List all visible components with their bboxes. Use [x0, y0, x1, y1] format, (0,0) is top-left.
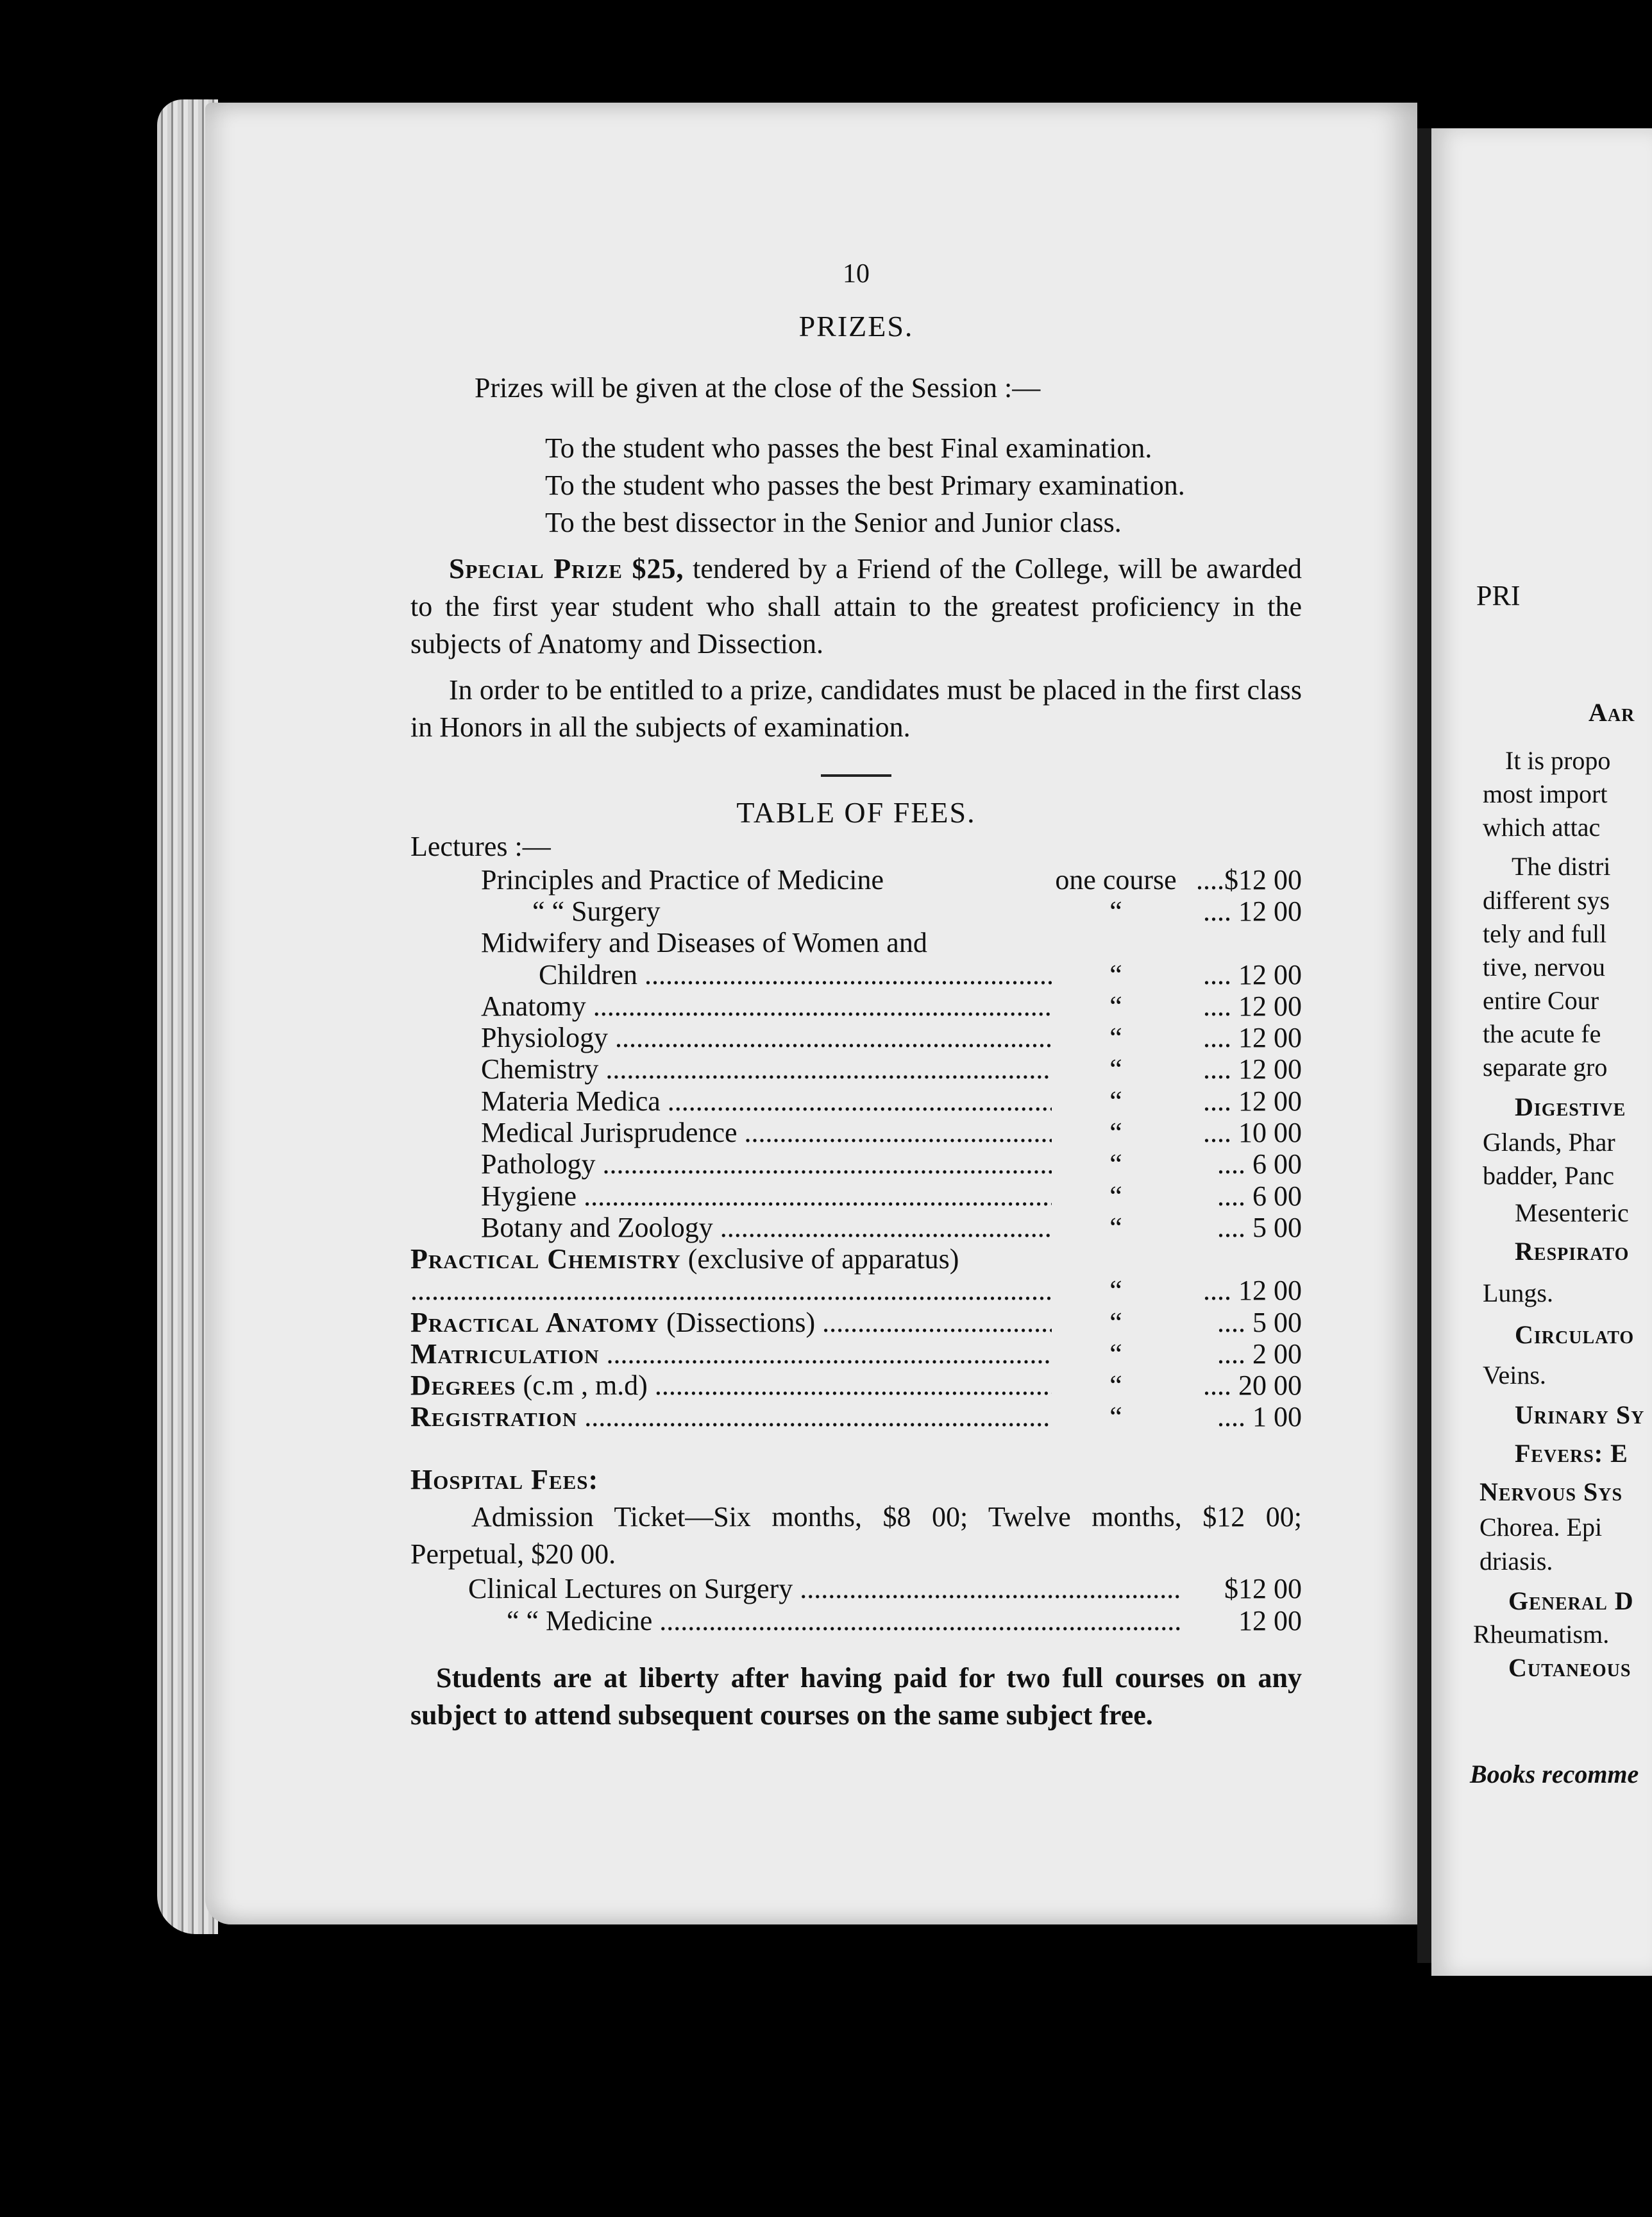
- fee-row: [410, 1085, 1302, 1117]
- fee-amount: .... 2 00: [1217, 1338, 1302, 1370]
- fee-course-detail: (Dissections): [659, 1306, 816, 1338]
- fee-amount: .... 12 00: [1203, 896, 1302, 928]
- prize-primary-exam: To the student who passes the best Primary examination.: [545, 470, 1185, 502]
- fee-row: [410, 959, 1302, 990]
- fee-row: [410, 1148, 1302, 1180]
- fee-amount: .... 10 00: [1203, 1116, 1302, 1148]
- right-page-fragment: Mesenteric: [1515, 1198, 1629, 1227]
- fee-row: [410, 1022, 1302, 1053]
- fee-unit: “: [1109, 896, 1122, 928]
- fee-row: [410, 1212, 1302, 1243]
- fee-amount: ....$12 00: [1196, 863, 1302, 896]
- special-prize-lead: Special Prize $25,: [449, 553, 684, 585]
- fee-unit: “: [1109, 958, 1122, 990]
- hospital-fees-section: [410, 1461, 1302, 1638]
- fee-unit: one course: [1055, 863, 1177, 896]
- fee-amount: .... 12 00: [1203, 1022, 1302, 1054]
- prizes-intro: Prizes will be given at the close of the Session :—: [475, 372, 1041, 404]
- fee-course-name: [410, 1370, 1052, 1401]
- right-page-heading-fragment: PRI: [1476, 580, 1521, 611]
- fee-unit: “: [1109, 1022, 1122, 1054]
- fee-course-lead: Degrees: [410, 1370, 516, 1402]
- right-page-fragment: It is propo: [1505, 746, 1611, 775]
- fee-course-detail: (c.m , m.d): [516, 1370, 648, 1402]
- fee-course-name: Physiology .....: [481, 1022, 1052, 1053]
- fee-unit: “: [1109, 1211, 1122, 1243]
- right-page-fragment: the acute fe: [1483, 1019, 1601, 1048]
- closing-note: Students are at liberty after having paid for two full courses on any subject to attend subsequent courses on the same subject free.: [410, 1662, 1302, 1731]
- right-page-fragment: Lungs.: [1483, 1278, 1553, 1307]
- hospital-fees-heading: Hospital Fees:: [410, 1463, 599, 1495]
- fee-unit: “: [1109, 1370, 1122, 1402]
- fee-row: [410, 927, 1302, 958]
- section-divider: [821, 774, 891, 777]
- fee-course-lead: Registration: [410, 1401, 578, 1433]
- right-page: [1431, 128, 1652, 1976]
- right-page-fragment: Veins.: [1483, 1361, 1546, 1389]
- right-page-fragment: tely and full: [1483, 919, 1607, 948]
- right-page-fragment: which attac: [1483, 813, 1601, 842]
- fee-amount: .... 12 00: [1203, 958, 1302, 990]
- clinical-fee-row: [410, 1605, 1302, 1638]
- right-page-fragment: badder, Panc: [1483, 1161, 1614, 1190]
- fees-heading: TABLE OF FEES.: [736, 795, 976, 829]
- fee-amount: .... 12 00: [1203, 1275, 1302, 1307]
- fee-course-name: [410, 1338, 1052, 1370]
- right-page-fragment: different sys: [1483, 886, 1610, 915]
- page-number: 10: [843, 259, 870, 289]
- fee-amount: .... 6 00: [1217, 1148, 1302, 1180]
- special-prize-text: tendered by a Friend of the College, will be awarded to the first year student who shall attain to the greatest proficiency in the subjects of Anatomy and Dissection.: [410, 553, 1302, 659]
- fee-amount: .... 1 00: [1217, 1401, 1302, 1433]
- right-page-fragment: Circulato: [1515, 1320, 1635, 1349]
- fee-course-name: Medical Jurisprudence .....: [481, 1117, 1052, 1148]
- fee-amount: .... 6 00: [1217, 1180, 1302, 1212]
- fee-unit: “: [1109, 1180, 1122, 1212]
- fee-course-name: Materia Medica .....: [481, 1085, 1052, 1117]
- lectures-label: Lectures :—: [410, 830, 551, 862]
- fee-course-lead: Practical Anatomy: [410, 1306, 659, 1338]
- right-page-fragment: Rheumatism.: [1473, 1620, 1610, 1649]
- fee-course-name: [410, 1401, 1052, 1432]
- fee-course-name: Botany and Zoology .....: [481, 1212, 1052, 1243]
- fee-amount: .... 5 00: [1217, 1211, 1302, 1243]
- right-page-fragment: Respirato: [1515, 1237, 1630, 1266]
- fee-unit: “: [1109, 1401, 1122, 1433]
- fee-course-lead: Matriculation: [410, 1338, 600, 1370]
- fee-course-detail: (exclusive of apparatus): [680, 1243, 959, 1275]
- fee-row-practical-chemistry: [410, 1243, 1302, 1307]
- fee-row: [410, 896, 1302, 927]
- book-gutter: [1417, 128, 1431, 1963]
- special-prize-paragraph: [410, 550, 1302, 662]
- fee-amount: .... 20 00: [1203, 1370, 1302, 1402]
- fee-course-name: Chemistry .....: [481, 1053, 1052, 1085]
- fees-section: [410, 794, 1302, 1433]
- prizes-section: [410, 307, 1302, 745]
- right-page-fragment: Cutaneous: [1508, 1653, 1631, 1682]
- fee-amount: .... 12 00: [1203, 1085, 1302, 1117]
- fees-header: [410, 794, 1302, 862]
- fee-course-name: [410, 1307, 1052, 1338]
- left-page-content: [410, 257, 1302, 1734]
- fee-course-lead: Practical Chemistry: [410, 1243, 681, 1275]
- right-page-fragment: tive, nervou: [1483, 953, 1606, 981]
- clinical-fee-name: “ “ Medicine .....: [468, 1605, 1180, 1638]
- admission-ticket-text: Admission Ticket—Six months, $8 00; Twelve months, $12 00; Perpetual, $20 00.: [410, 1500, 1302, 1570]
- right-page-fragment: separate gro: [1483, 1053, 1608, 1082]
- fee-course-name: Anatomy .....: [481, 990, 1052, 1022]
- right-page-fragment: General D: [1508, 1586, 1634, 1615]
- fee-amount: .... 12 00: [1203, 990, 1302, 1022]
- fee-row-registration: [410, 1401, 1302, 1432]
- right-page-fragment: The distri: [1512, 852, 1611, 881]
- right-page-fragment: Urinary Sy: [1515, 1400, 1645, 1429]
- fee-unit: “: [1109, 1053, 1122, 1085]
- right-page-fragment: Digestive: [1515, 1092, 1626, 1121]
- fee-course-name: Principles and Practice of Medicine: [481, 863, 884, 896]
- right-page-fragment: Nervous Sys: [1479, 1477, 1623, 1506]
- clinical-fee-amount: 12 00: [1238, 1605, 1302, 1637]
- fee-unit: “: [1109, 1116, 1122, 1148]
- fee-unit: “: [1109, 1275, 1122, 1307]
- prize-final-exam: To the student who passes the best Final examination.: [545, 432, 1152, 464]
- right-page-fragment: driasis.: [1479, 1547, 1553, 1576]
- fee-row-practical-anatomy: [410, 1307, 1302, 1338]
- fee-row: [410, 864, 1302, 896]
- right-page-fragment: most import: [1483, 779, 1608, 808]
- fee-row-degrees: [410, 1370, 1302, 1401]
- fee-unit: “: [1109, 990, 1122, 1022]
- fee-unit: “: [1109, 1148, 1122, 1180]
- right-page-fragment: Fevers: E: [1515, 1439, 1628, 1468]
- fee-row-matriculation: [410, 1338, 1302, 1370]
- fee-course-name: [410, 1243, 1052, 1307]
- fee-course-name: Hygiene .....: [481, 1180, 1052, 1212]
- fee-row: [410, 1117, 1302, 1148]
- fee-course-name: “ “ Surgery: [532, 896, 661, 928]
- fee-unit: “: [1109, 1338, 1122, 1370]
- fee-row: [410, 1053, 1302, 1085]
- fee-amount: .... 12 00: [1203, 1053, 1302, 1085]
- fee-course-name: Children .....: [539, 959, 1052, 990]
- prizes-heading: PRIZES.: [798, 310, 914, 343]
- clinical-fee-amount: $12 00: [1224, 1572, 1302, 1604]
- right-page-fragment: Books recomme: [1470, 1760, 1639, 1788]
- fee-course-name: Midwifery and Diseases of Women and: [481, 927, 927, 959]
- prize-entitlement-paragraph: In order to be entitled to a prize, candidates must be placed in the first class in Honors in all the subjects of examination.: [410, 674, 1302, 743]
- fee-course-name: Pathology .....: [481, 1148, 1052, 1180]
- right-page-fragment: Glands, Phar: [1483, 1128, 1615, 1157]
- fee-unit: “: [1109, 1085, 1122, 1117]
- right-page-fragment: Chorea. Epi: [1479, 1513, 1603, 1542]
- fee-row: [410, 1180, 1302, 1212]
- right-page-fragment: Aar: [1589, 698, 1635, 727]
- prize-best-dissector: To the best dissector in the Senior and Junior class.: [545, 507, 1122, 539]
- clinical-fee-name: Clinical Lectures on Surgery .....: [468, 1573, 1180, 1606]
- fee-amount: .... 5 00: [1217, 1306, 1302, 1338]
- clinical-fee-row: [410, 1573, 1302, 1606]
- fee-unit: “: [1109, 1306, 1122, 1338]
- right-page-fragment: entire Cour: [1483, 986, 1599, 1015]
- fee-row: [410, 990, 1302, 1022]
